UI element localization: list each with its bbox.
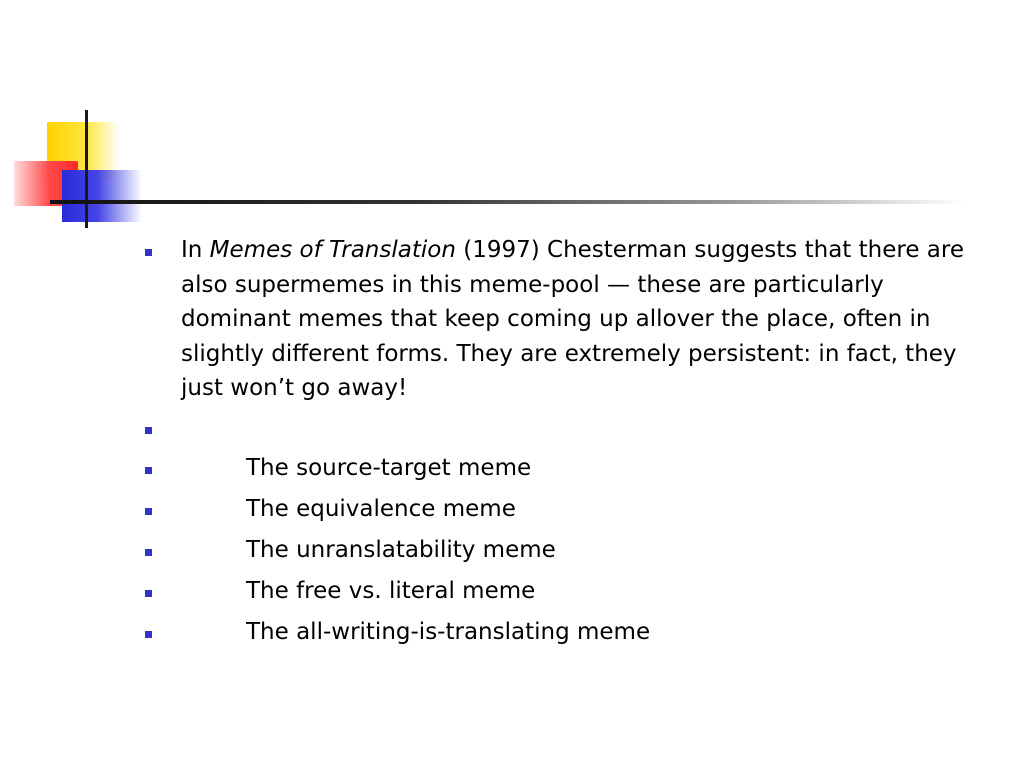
paragraph-body: there are also supermemes in this meme-pool — these are particularly dominant memes that keep coming up allover the place, often in slightly different forms. They are extremely persistent: in fact, they just won’t go away! [181, 237, 964, 401]
list-item: The all-writing-is-translating meme [246, 619, 651, 645]
bullet-marker-empty [145, 427, 152, 434]
paragraph-line-1: (1997) Chesterman suggests that [455, 237, 852, 263]
list-item: The source-target meme [246, 455, 532, 481]
bullet-marker [145, 631, 152, 638]
list-item: The unranslatability meme [246, 537, 556, 563]
intro-paragraph [181, 233, 971, 406]
list-item: The equivalence meme [246, 496, 516, 522]
book-title: Memes of Translation [209, 237, 456, 263]
bullet-marker [145, 467, 152, 474]
bullet-marker [145, 590, 152, 597]
bullet-marker [145, 549, 152, 556]
paragraph-prefix: In [181, 237, 210, 263]
list-item: The free vs. literal meme [246, 578, 536, 604]
bullet-marker [145, 508, 152, 515]
bullet-marker [145, 249, 152, 256]
